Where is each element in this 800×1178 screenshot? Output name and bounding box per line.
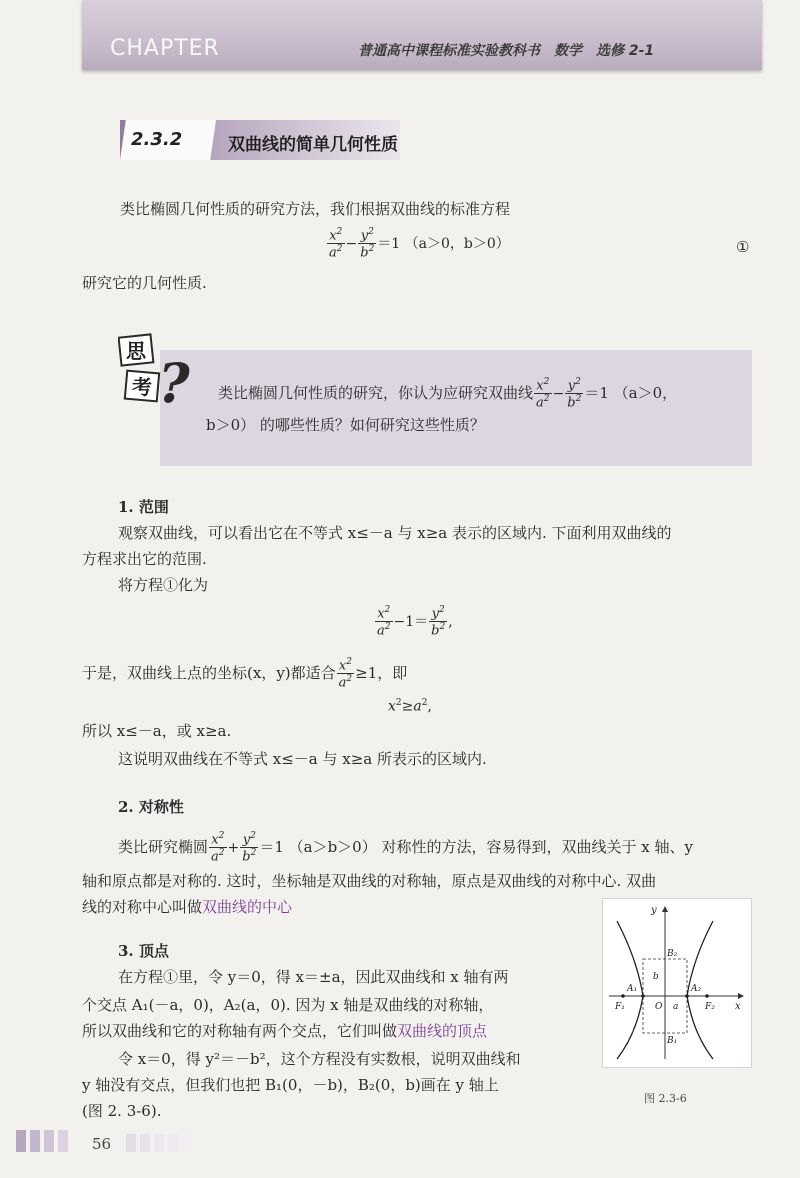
symmetry-line-1-cond: ＝1 （a＞b＞0） 对称性的方法，容易得到，双曲线关于 x 轴、y — [259, 837, 693, 856]
label-a1: A₁ — [627, 984, 638, 994]
range-equation-1: $\frac{x^2}{a^2}$ −1＝ $\frac{y^2}{b^2}$ , — [377, 605, 453, 639]
range-line-4-text: 于是，双曲线上点的坐标(x，y)都适合 — [82, 663, 336, 682]
standard-equation: $\frac{x^2}{a^2}$ − $\frac{y^2}{b^2}$ ＝1 （a＞0，b＞0） — [329, 227, 510, 261]
range-line-4: 于是，双曲线上点的坐标(x，y)都适合 $\frac{x^2}{a^2}$ ≥1，即 — [82, 657, 408, 691]
label-b: b — [653, 972, 659, 982]
heading-range: 1. 范围 — [118, 498, 169, 516]
label-origin: O — [655, 1002, 663, 1012]
think-char-2: 考 — [132, 375, 152, 399]
think-char-1: 思 — [126, 339, 146, 363]
hyperbola-diagram — [603, 899, 751, 1067]
symmetry-line-1-text: 类比研究椭圆 — [118, 837, 209, 856]
book-title: 普通高中课程标准实验教科书 数学 选修 2-1 — [358, 43, 655, 59]
figure-2-3-6 — [602, 898, 752, 1068]
label-y: y — [651, 905, 657, 916]
vertex-line-3-text: 所以双曲线和它的对称轴有两个交点，它们叫做 — [82, 1022, 398, 1040]
vertex-line-1: 在方程①里，令 y＝0，得 x＝±a，因此双曲线和 x 轴有两 — [118, 968, 509, 986]
range-line-2: 方程求出它的范围. — [82, 550, 207, 568]
symmetry-line-2: 轴和原点都是对称的. 这时，坐标轴是双曲线的对称轴，原点是双曲线的对称中心. 双曲 — [82, 872, 657, 890]
label-b2: B₂ — [667, 949, 678, 959]
range-line-5: 所以 x≤－a，或 x≥a. — [82, 722, 232, 740]
range-line-3: 将方程①化为 — [118, 576, 209, 594]
section-number: 2.3.2 — [131, 129, 183, 150]
symmetry-line-3 — [82, 896, 292, 918]
range-line-6: 这说明双曲线在不等式 x≤－a 与 x≥a 所表示的区域内. — [118, 750, 487, 768]
section-title: 双曲线的简单几何性质 — [228, 135, 398, 155]
symmetry-line-1: 类比研究椭圆 $\frac{x^2}{a^2}$ + $\frac{y^2}{b^2}$ ＝1 （a＞b＞0） 对称性的方法，容易得到，双曲线关于 x 轴、y — [118, 831, 693, 865]
range-line-1: 观察双曲线，可以看出它在不等式 x≤－a 与 x≥a 表示的区域内. 下面利用双曲线的 — [118, 524, 672, 542]
heading-symmetry: 2. 对称性 — [118, 798, 184, 816]
vertex-line-2: 个交点 A₁(－a，0)，A₂(a，0). 因为 x 轴是双曲线的对称轴， — [82, 996, 494, 1014]
label-x: x — [735, 1001, 741, 1012]
figure-caption: 图 2.3-6 — [644, 1092, 687, 1105]
label-a: a — [673, 1002, 679, 1012]
intro-line-1: 类比椭圆几何性质的研究方法，我们根据双曲线的标准方程 — [120, 200, 511, 218]
label-b1: B₁ — [667, 1036, 678, 1046]
think-line-1-text: 类比椭圆几何性质的研究，你认为应研究双曲线 — [218, 383, 534, 402]
range-line-4-ineq: ≥1，即 — [355, 663, 408, 682]
footer-decoration — [16, 1130, 216, 1152]
intro-line-2: 研究它的几何性质. — [82, 274, 207, 292]
label-a2: A₂ — [691, 984, 702, 994]
term-hyperbola-center: 双曲线的中心 — [202, 898, 293, 916]
heading-vertex: 3. 顶点 — [118, 942, 169, 960]
page-number: 56 — [92, 1135, 112, 1153]
think-line-2: b＞0） 的哪些性质？如何研究这些性质？ — [206, 416, 485, 434]
label-f2: F₂ — [705, 1002, 715, 1012]
vertex-line-5: y 轴没有交点，但我们也把 B₁(0，－b)，B₂(0，b)画在 y 轴上 — [82, 1076, 499, 1094]
think-icon — [118, 332, 192, 412]
equation-marker: ① — [736, 238, 750, 256]
vertex-line-4: 令 x＝0，得 y²＝－b²，这个方程没有实数根，说明双曲线和 — [118, 1050, 521, 1068]
think-line-1-cond: ＝1 （a＞0， — [584, 383, 678, 402]
label-f1: F₁ — [615, 1002, 625, 1012]
question-mark-icon: ? — [158, 351, 190, 412]
vertex-line-6: (图 2. 3-6). — [82, 1102, 162, 1120]
chapter-label: CHAPTER — [110, 36, 220, 61]
equation-condition: ＝1 （a＞0，b＞0） — [377, 235, 510, 252]
term-hyperbola-vertex: 双曲线的顶点 — [397, 1022, 488, 1040]
think-line-1: 类比椭圆几何性质的研究，你认为应研究双曲线 $\frac{x^2}{a^2}$ − $\frac{y^2}{b^2}$ ＝1 （a＞0， — [218, 377, 678, 411]
vertex-line-3 — [82, 1020, 487, 1042]
symmetry-line-3-text: 线的对称中心叫做 — [82, 898, 203, 916]
range-equation-2: $x^2\ge a^2$, — [388, 698, 432, 715]
